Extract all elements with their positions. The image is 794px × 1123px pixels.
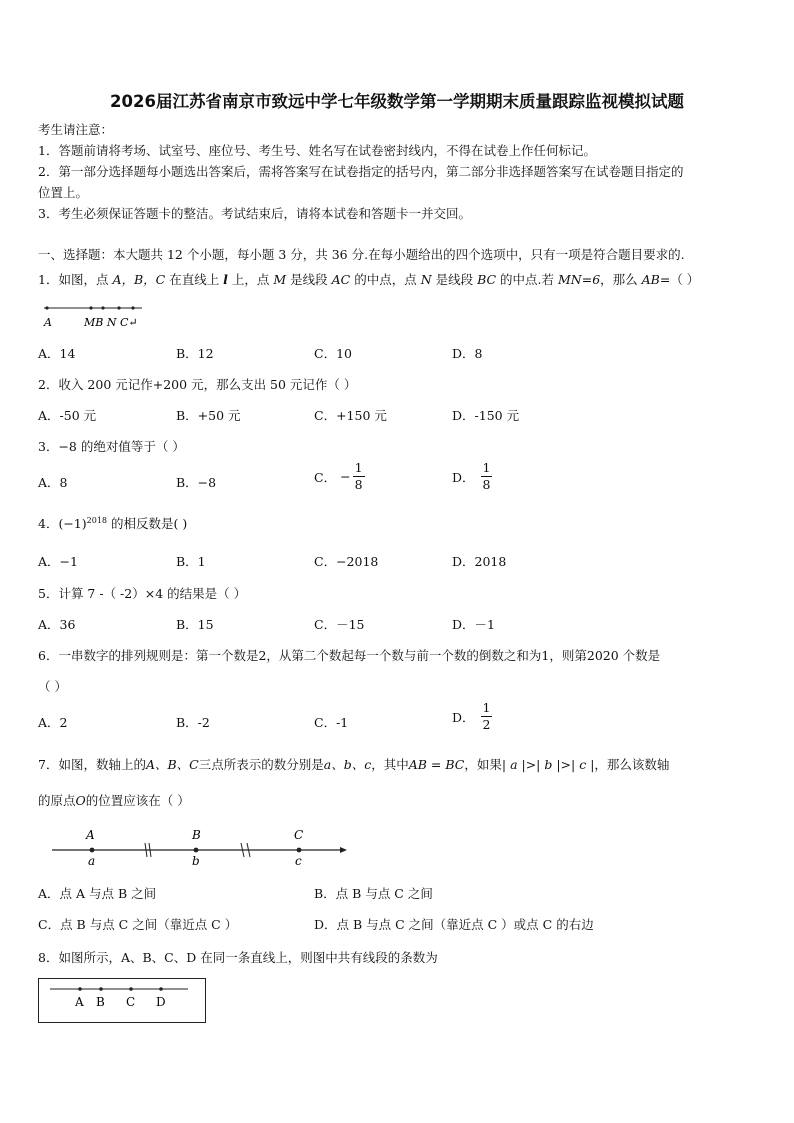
q3-d-denominator: 8 [482, 476, 491, 492]
q7-stem [38, 755, 669, 773]
q1-fig-label-rest: MB N C↵ [84, 316, 138, 329]
q7-text: 三点所表示的数分别是 [198, 757, 324, 772]
q4-option-d[interactable]: D．2018 [452, 554, 507, 569]
q3-option-d-fraction [481, 462, 493, 491]
notice-item-3: 3．考生必须保证答题卡的整洁。考试结束后，请将本试卷和答题卡一并交回。 [38, 206, 471, 221]
q1-point-m [89, 306, 92, 309]
q4-tail: 的相反数是( ) [107, 516, 188, 531]
q5-option-d[interactable]: D．－1 [452, 617, 495, 632]
q3-option-a[interactable]: A．8 [38, 475, 68, 490]
q4-prefix: 4． [38, 516, 59, 531]
notice-item-2-cont: 位置上。 [38, 185, 89, 200]
q8-point-b [99, 987, 103, 991]
q3-option-d-label: D． [452, 469, 475, 485]
q6-option-c[interactable]: C．-1 [314, 715, 349, 730]
q7-point-b [194, 848, 199, 853]
q7-label-c-upper: C [294, 828, 304, 842]
q5-option-a[interactable]: A．36 [38, 617, 76, 632]
q8-point-d [159, 987, 163, 991]
q2-option-b[interactable]: B．+50 元 [176, 408, 241, 423]
q1-option-a[interactable]: A．14 [38, 346, 76, 361]
q1-bc: BC [477, 272, 497, 287]
q4-exponent: 2018 [86, 515, 107, 525]
q5-stem: 5．计算 7 -（ -2）×4 的结果是（ ） [38, 586, 247, 601]
q1-ab: AB= [641, 272, 671, 287]
q7-origin: O [75, 793, 86, 808]
q1-n: N [420, 272, 432, 287]
q3-option-c[interactable] [314, 462, 365, 491]
q1-ac: AC [331, 272, 351, 287]
q4-stem [38, 514, 187, 532]
q2-option-c[interactable]: C．+150 元 [314, 408, 387, 423]
q1-option-d[interactable]: D．8 [452, 346, 483, 361]
q6-d-numerator: 1 [482, 700, 491, 715]
q3-c-numerator: 1 [354, 460, 363, 475]
q1-stem [38, 270, 699, 288]
q6-stem-cont: （ ） [38, 679, 67, 694]
q7-text: 的位置应该在（ ） [85, 793, 190, 808]
q7-text: 7．如图，数轴上的 [38, 757, 146, 772]
q3-c-denominator: 8 [354, 476, 363, 492]
q1-text: 上，点 [227, 272, 274, 287]
q4-option-c[interactable]: C．−2018 [314, 554, 379, 569]
notice-item-2: 2．第一部分选择题每小题选出答案后，需将答案写在试卷指定的括号内，第二部分非选择题答案写在试卷题目指定的 [38, 164, 684, 179]
q3-option-c-fraction [353, 462, 365, 491]
q1-text: 的中点.若 [496, 272, 558, 287]
q3-option-b[interactable]: B．−8 [176, 475, 217, 490]
q1-points: A，B，C [112, 272, 166, 287]
q1-m: M [273, 272, 287, 287]
q7-label-a-upper: A [86, 828, 95, 842]
q3-option-c-label: C． [314, 469, 337, 485]
q7-text: 的原点 [38, 793, 76, 808]
q1-figure [40, 298, 150, 332]
q1-text: （ ） [670, 272, 700, 287]
q1-text: 的中点，点 [350, 272, 421, 287]
q7-equation: AB = BC [408, 757, 465, 772]
q7-point-a [90, 848, 95, 853]
q3-stem: 3．−8 的绝对值等于（ ） [38, 439, 185, 454]
q7-text: ，那么该数轴 [594, 757, 670, 772]
q8-label-d: D [156, 995, 166, 1009]
q7-values: a、b、c [323, 757, 372, 772]
q1-option-c[interactable]: C．10 [314, 346, 352, 361]
page-title: 2026届江苏省南京市致远中学七年级数学第一学期期末质量跟踪监视模拟试题 [110, 92, 684, 111]
q7-number-line-figure [48, 822, 348, 870]
q6-stem: 6．一串数字的排列规则是：第一个数是2，从第二个数起每一个数与前一个数的倒数之和为1，则第2020 个数是 [38, 648, 661, 663]
q6-option-d[interactable] [452, 702, 492, 731]
q7-label-b-upper: B [192, 828, 201, 842]
q3-option-d[interactable] [452, 462, 492, 491]
q5-option-b[interactable]: B．15 [176, 617, 214, 632]
q6-d-denominator: 2 [482, 716, 491, 732]
q1-mn: MN=6 [557, 272, 601, 287]
q8-label-c: C [126, 995, 136, 1009]
q1-text: 是线段 [286, 272, 332, 287]
q8-stem: 8．如图所示，A、B、C、D 在同一条直线上，则图中共有线段的条数为 [38, 950, 438, 965]
q7-label-a-lower: a [88, 854, 96, 868]
q7-option-c[interactable]: C．点 B 与点 C 之间（靠近点 C ） [38, 917, 238, 932]
q7-option-d[interactable]: D．点 B 与点 C 之间（靠近点 C ）或点 C 的右边 [314, 917, 594, 932]
q1-text: 是线段 [431, 272, 478, 287]
notice-item-1: 1．答题前请将考场、试室号、座位号、考生号、姓名写在试卷密封线内，不得在试卷上作任何标记。 [38, 143, 596, 158]
q1-line: l [223, 272, 228, 287]
q1-point-n [117, 306, 120, 309]
q8-label-b: B [96, 995, 105, 1009]
q7-stem-cont [38, 791, 190, 809]
q7-option-a[interactable]: A．点 A 与点 B 之间 [38, 886, 157, 901]
q1-point-b [101, 306, 104, 309]
q7-abs-inequality: | a |>| b |>| c | [501, 757, 595, 772]
q1-point-c [131, 306, 134, 309]
q7-arrow-icon [340, 847, 347, 853]
q2-option-d[interactable]: D．-150 元 [452, 408, 520, 423]
q8-point-a [78, 987, 82, 991]
q8-figure-frame [39, 979, 206, 1023]
q7-text: ，如果 [464, 757, 502, 772]
q1-point-a [45, 306, 48, 309]
q8-label-a: A [75, 995, 84, 1009]
q7-text: ，其中 [371, 757, 409, 772]
q1-text: 在直线上 [165, 272, 224, 287]
q7-option-b[interactable]: B．点 B 与点 C 之间 [314, 886, 433, 901]
notice-heading: 考生请注意： [38, 122, 114, 137]
q8-point-c [129, 987, 133, 991]
q6-option-a[interactable]: A．2 [38, 715, 68, 730]
section-heading: 一、选择题：本大题共 12 个小题，每小题 3 分，共 36 分.在每小题给出的四个选项中，只有一项是符合题目要求的. [38, 247, 685, 262]
q1-text: ，那么 [600, 272, 642, 287]
q7-points: A、B、C [145, 757, 199, 772]
q8-figure [38, 978, 207, 1024]
q6-option-d-label: D． [452, 709, 475, 725]
q2-option-a[interactable]: A．-50 元 [38, 408, 97, 423]
q6-option-b[interactable]: B．-2 [176, 715, 210, 730]
q1-fig-label-a: A [44, 316, 52, 329]
q1-option-b[interactable]: B．12 [176, 346, 214, 361]
q3-d-numerator: 1 [482, 460, 491, 475]
q4-option-b[interactable]: B．1 [176, 554, 206, 569]
q3-option-c-sign: − [340, 469, 351, 484]
q6-option-d-fraction [481, 702, 493, 731]
q4-option-a[interactable]: A．−1 [38, 554, 78, 569]
q7-label-c-lower: c [295, 854, 302, 868]
q7-point-c [297, 848, 302, 853]
q2-stem: 2．收入 200 元记作+200 元，那么支出 50 元记作（ ） [38, 377, 357, 392]
q4-base: (−1) [58, 516, 87, 531]
q5-option-c[interactable]: C．－15 [314, 617, 365, 632]
q1-text: 1．如图，点 [38, 272, 113, 287]
q7-label-b-lower: b [192, 854, 200, 868]
